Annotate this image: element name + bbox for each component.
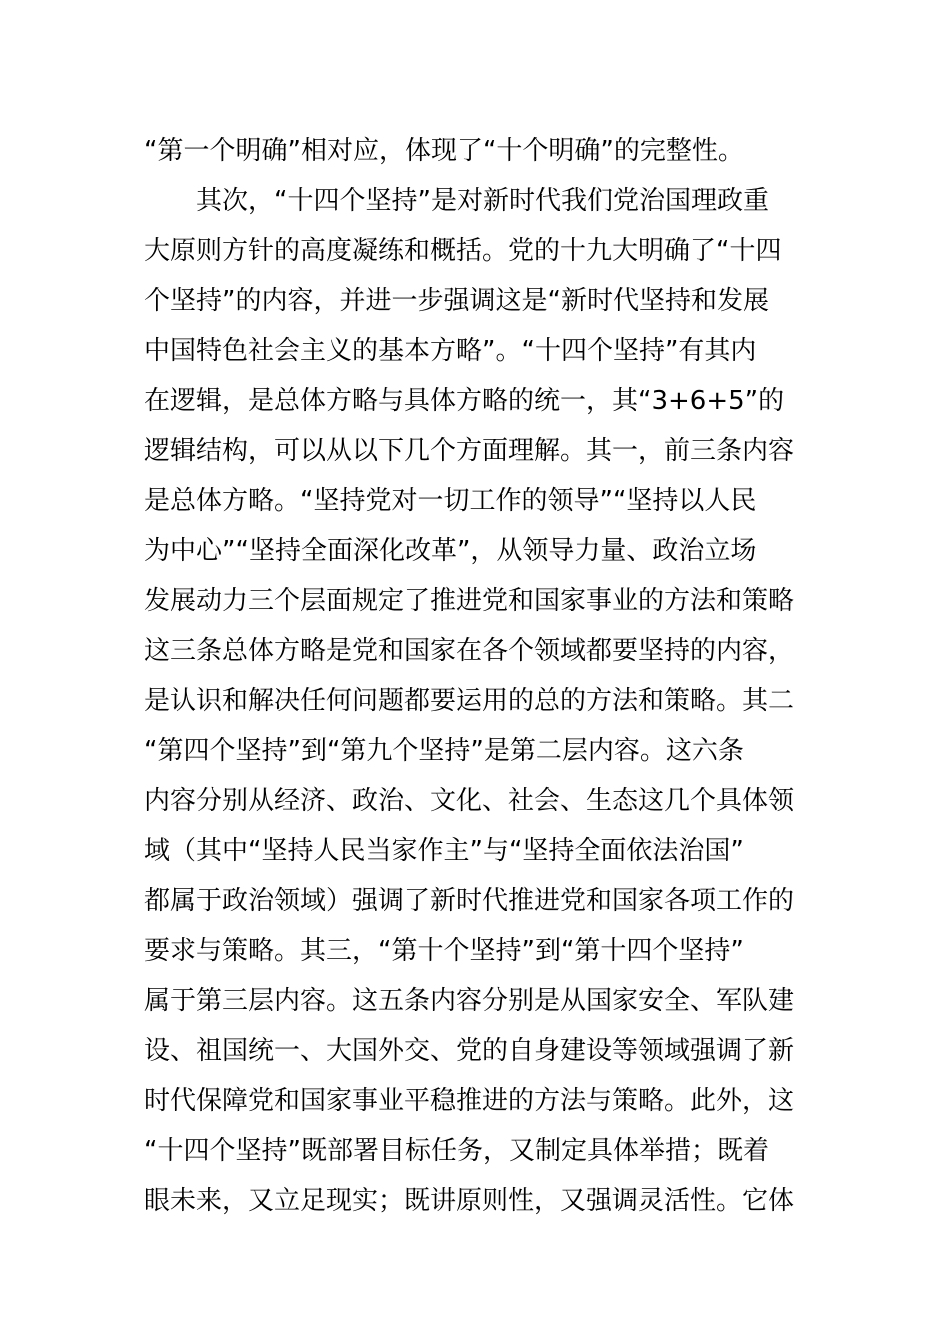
text-line: 都属于政治领域）强调了新时代推进党和国家各项工作的: [144, 886, 795, 916]
text-line: 属于第三层内容。这五条内容分别是从国家安全、军队建: [144, 986, 795, 1016]
text-line: 要求与策略。其三，“第十个坚持”到“第十四个坚持”: [144, 936, 744, 966]
text-line: 逻辑结构，可以从以下几个方面理解。其一，前三条内容: [144, 436, 795, 466]
text-line: 眼未来，又立足现实；既讲原则性，又强调灵活性。它体: [144, 1186, 795, 1216]
text-line: 时代保障党和国家事业平稳推进的方法与策略。此外，这: [144, 1086, 795, 1116]
text-line: “第四个坚持”到“第九个坚持”是第二层内容。这六条: [144, 736, 744, 766]
body-text: [144, 126, 824, 1226]
text-line: 设、祖国统一、大国外交、党的自身建设等领域强调了新: [144, 1036, 795, 1066]
text-line: 内容分别从经济、政治、文化、社会、生态这几个具体领: [144, 786, 795, 816]
text-line: 个坚持”的内容，并进一步强调这是“新时代坚持和发展: [144, 286, 769, 316]
text-line: 发展动力三个层面规定了推进党和国家事业的方法和策略: [144, 586, 795, 616]
text-line: 中国特色社会主义的基本方略”。“十四个坚持”有其内: [144, 336, 757, 366]
text-line: 是总体方略。“坚持党对一切工作的领导”“坚持以人民: [144, 486, 757, 516]
text-line: 为中心”“坚持全面深化改革”，从领导力量、政治立场: [144, 536, 757, 566]
text-line: 是认识和解决任何问题都要运用的总的方法和策略。其二: [144, 686, 795, 716]
text-line-paragraph-start: 其次，“十四个坚持”是对新时代我们党治国理政重: [196, 186, 769, 216]
text-line: “十四个坚持”既部署目标任务，又制定具体举措；既着: [144, 1136, 769, 1166]
text-line: 这三条总体方略是党和国家在各个领域都要坚持的内容，: [144, 636, 795, 666]
text-line: “第一个明确”相对应，体现了“十个明确”的完整性。: [144, 136, 744, 166]
text-line: 在逻辑，是总体方略与具体方略的统一，其“3+6+5”的: [144, 386, 785, 416]
text-line: 大原则方针的高度凝练和概括。党的十九大明确了“十四: [144, 236, 782, 266]
text-line: 域（其中“坚持人民当家作主”与“坚持全面依法治国”: [144, 836, 744, 866]
